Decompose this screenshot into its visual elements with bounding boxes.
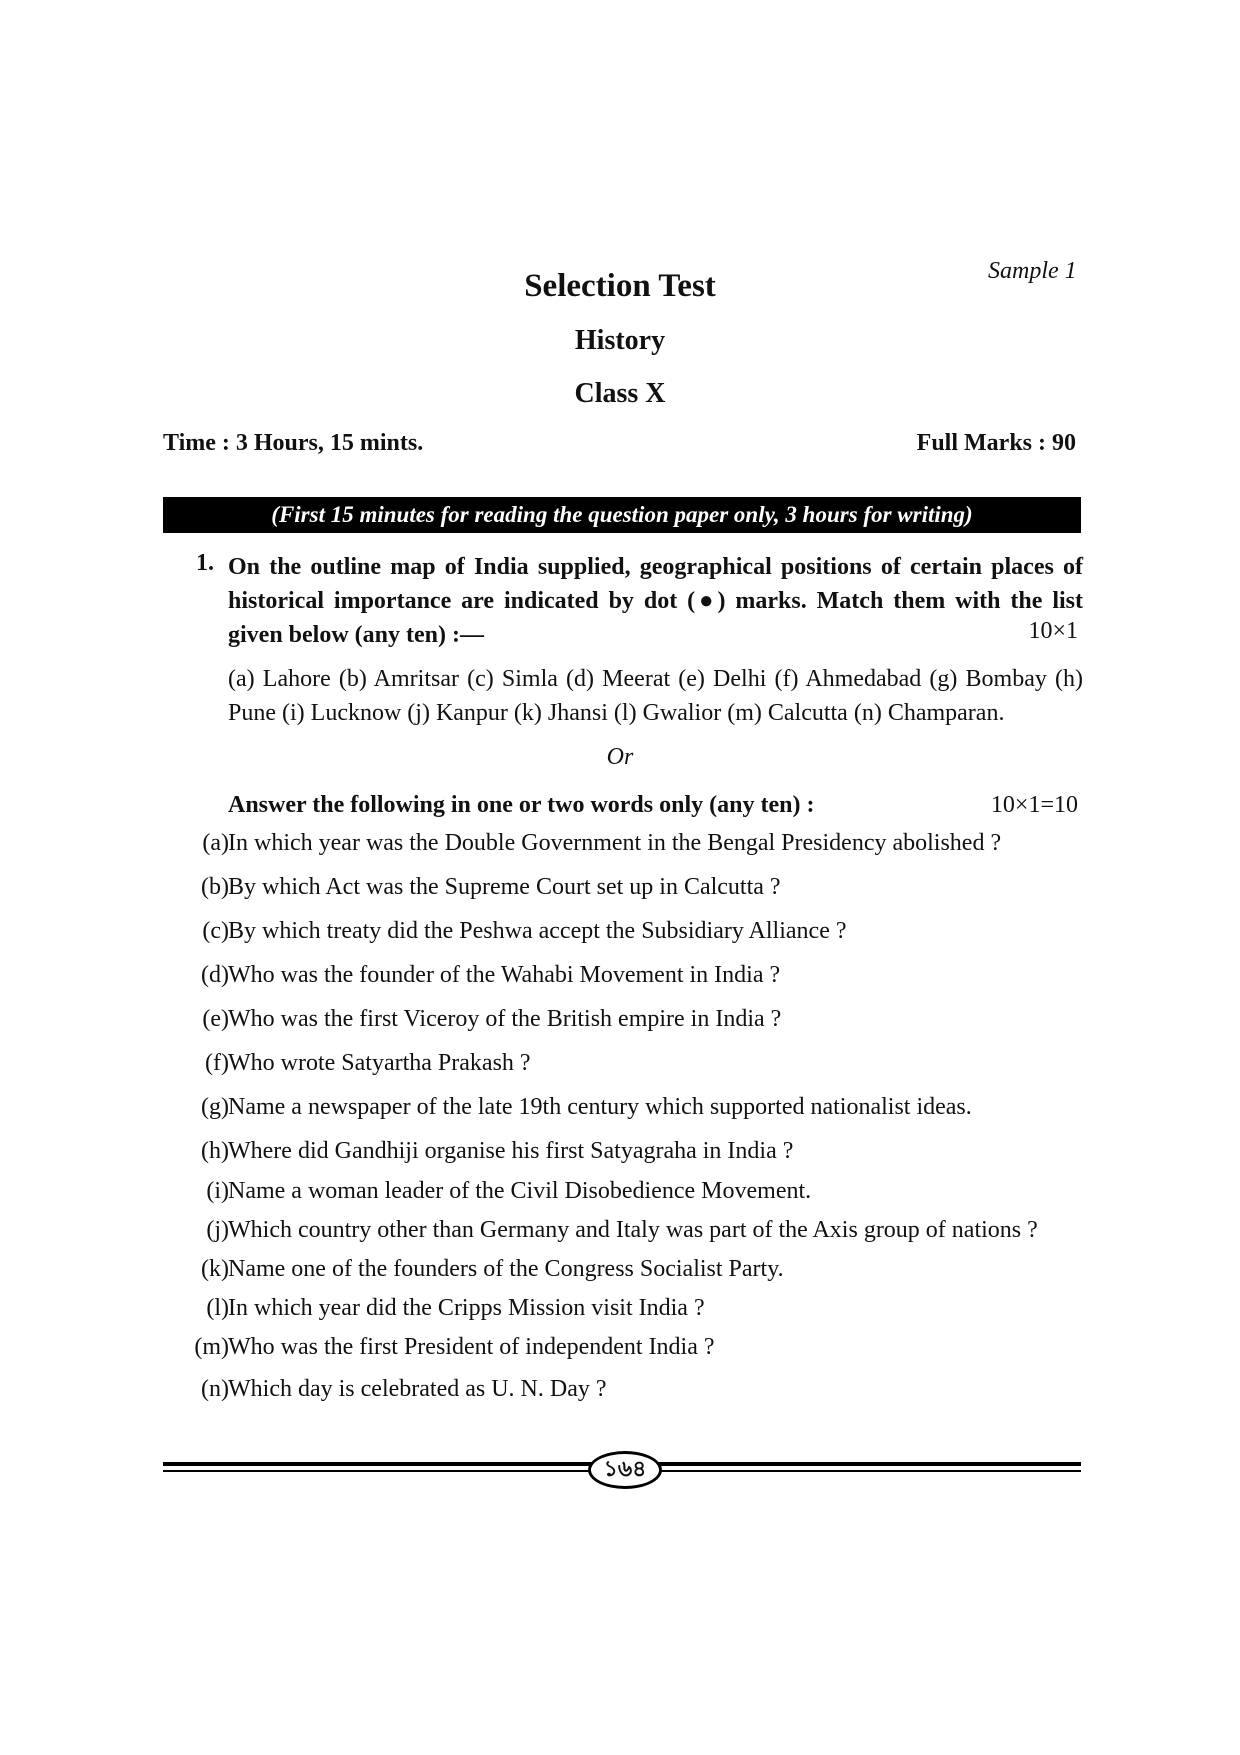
sub-question-text: Which day is celebrated as U. N. Day ? [228, 1376, 607, 1402]
question-number: 1. [196, 550, 214, 576]
sub-question-text: Name one of the founders of the Congress Socialist Party. [228, 1256, 784, 1282]
question-text: On the outline map of India supplied, geographical positions of certain places of historical importance are indicated by dot (●) marks. Match them with the list given below (any ten) :— [228, 554, 1083, 648]
instruction-banner: (First 15 minutes for reading the question paper only, 3 hours for writing) [163, 497, 1081, 533]
page-title: Selection Test [524, 268, 716, 304]
sub-question-text: In which year did the Cripps Mission visit India ? [228, 1295, 705, 1321]
sub-question-label: (k) [201, 1256, 229, 1282]
sub-question-label: (h) [201, 1138, 229, 1164]
sub-question-label: (l) [206, 1295, 229, 1321]
sub-question-text: Who was the first President of independent India ? [228, 1334, 715, 1360]
sub-question-label: (n) [201, 1376, 229, 1402]
sub-question-label: (i) [206, 1178, 229, 1204]
sub-question-label: (c) [202, 918, 229, 944]
sub-question-label: (e) [202, 1006, 229, 1032]
full-marks-info: Full Marks : 90 [916, 430, 1076, 456]
sub-question-text: Where did Gandhiji organise his first Satyagraha in India ? [228, 1138, 794, 1164]
sub-question-text: In which year was the Double Government in the Bengal Presidency abolished ? [228, 830, 1002, 856]
alternative-instruction: Answer the following in one or two words only (any ten) : [228, 792, 815, 818]
sub-question-text: Who was the founder of the Wahabi Movement in India ? [228, 962, 781, 988]
places-list: (a) Lahore (b) Amritsar (c) Simla (d) Meerat (e) Delhi (f) Ahmedabad (g) Bombay (h) Pune (i) Lucknow (j) Kanpur (k) Jhansi (l) Gwalior (m) Calcutta (n) Champaran. [228, 666, 1083, 726]
sub-question-text: By which Act was the Supreme Court set up in Calcutta ? [228, 874, 781, 900]
page-number: ১৬৪ [588, 1451, 662, 1489]
time-info: Time : 3 Hours, 15 mints. [163, 430, 424, 456]
sub-question-label: (d) [201, 962, 229, 988]
or-divider: Or [606, 744, 634, 770]
sub-question-label: (g) [201, 1094, 229, 1120]
sub-question-label: (m) [194, 1334, 229, 1360]
sub-question-label: (a) [202, 830, 229, 856]
alternative-marks: 10×1=10 [990, 792, 1078, 818]
class-heading: Class X [574, 378, 666, 409]
question-marks: 10×1 [1028, 618, 1078, 644]
sample-label: Sample 1 [988, 258, 1077, 284]
sub-question-label: (f) [205, 1050, 229, 1076]
sub-question-text: Who was the first Viceroy of the British empire in India ? [228, 1006, 782, 1032]
sub-question-text: Which country other than Germany and Italy was part of the Axis group of nations ? [228, 1217, 1038, 1243]
sub-question-text: Who wrote Satyartha Prakash ? [228, 1050, 531, 1076]
sub-question-label: (j) [206, 1217, 229, 1243]
sub-question-label: (b) [201, 874, 229, 900]
sub-question-text: Name a newspaper of the late 19th century which supported nationalist ideas. [228, 1094, 972, 1120]
sub-question-text: Name a woman leader of the Civil Disobedience Movement. [228, 1178, 812, 1204]
subject-heading: History [574, 325, 666, 356]
sub-question-text: By which treaty did the Peshwa accept the Subsidiary Alliance ? [228, 918, 847, 944]
